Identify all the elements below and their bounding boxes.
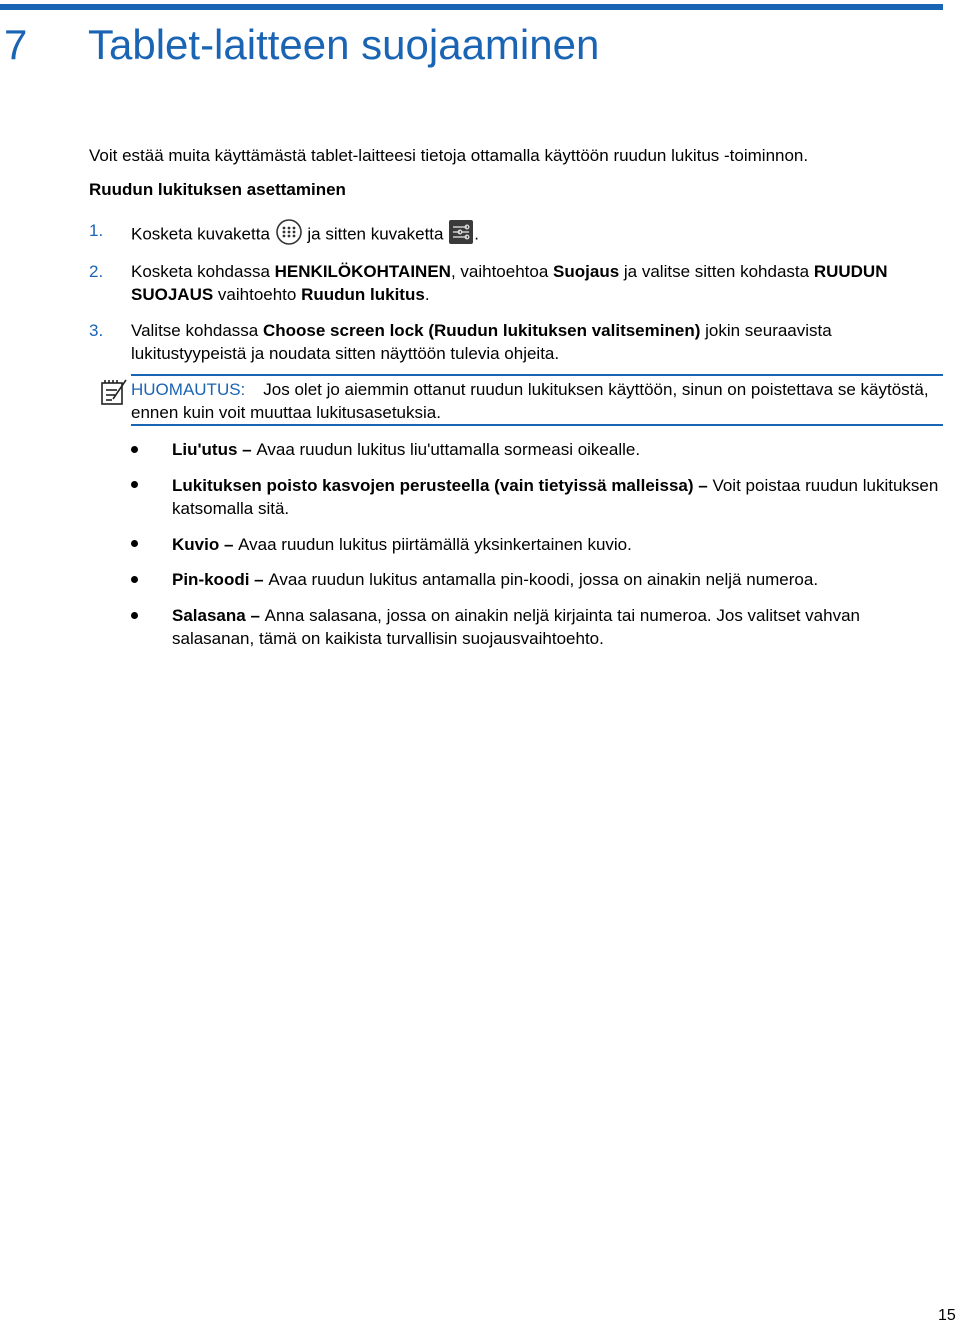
- intro-paragraph: Voit estää muita käyttämästä tablet-laitteesi tietoja ottamalla käyttöön ruudun lukitus -toiminnon.: [89, 146, 809, 165]
- step-text-part: jokin seuraavista lukitustyypeistä ja noudata sitten näyttöön tulevia ohjeita.: [131, 321, 832, 363]
- bullet-description: Avaa ruudun lukitus antamalla pin-koodi, jossa on ainakin neljä numeroa.: [268, 570, 819, 589]
- bullet-separator: –: [237, 440, 257, 459]
- bullet-item: [172, 568, 942, 591]
- step-text-part: Kosketa kohdassa: [131, 262, 275, 281]
- top-rule: [0, 4, 943, 10]
- step-text-part: , vaihtoehtoa: [450, 262, 554, 281]
- step-text-part: Kosketa kuvaketta: [131, 224, 270, 244]
- settings-icon: [448, 219, 474, 251]
- note-text: [131, 378, 943, 424]
- chapter-number: 7: [4, 21, 28, 68]
- step-text-part: Valitse kohdassa: [131, 321, 263, 340]
- step-1-text: [131, 219, 941, 251]
- note-top-rule: [131, 374, 943, 376]
- step-text-part: ja valitse sitten kohdasta: [619, 262, 814, 281]
- bullet-item: [172, 604, 942, 650]
- step-bold-term: Ruudun lukitus: [301, 285, 425, 304]
- bullet-separator: –: [693, 476, 713, 495]
- bullet-marker: [131, 576, 138, 583]
- bullet-marker: [131, 612, 138, 619]
- step-2-text: [131, 260, 941, 306]
- step-number: 3.: [89, 321, 104, 340]
- bullet-term: Liu'utus: [172, 440, 238, 459]
- step-number: 1.: [89, 221, 104, 240]
- bullet-separator: –: [249, 570, 269, 589]
- bullet-description: Avaa ruudun lukitus piirtämällä yksinkertainen kuvio.: [238, 535, 632, 554]
- bullet-marker: [131, 540, 138, 547]
- note-label: HUOMAUTUS:: [131, 380, 246, 399]
- apps-grid-icon: [275, 219, 303, 251]
- chapter-title: Tablet-laitteen suojaaminen: [88, 21, 600, 68]
- bullet-item: [172, 533, 942, 556]
- bullet-description: Voit poistaa ruudun lukituksen katsomalla sitä.: [172, 476, 939, 518]
- bullet-term: Salasana: [172, 606, 246, 625]
- step-bold-term: RUUDUN SUOJAUS: [131, 262, 888, 304]
- step-bold-term: Suojaus: [553, 262, 620, 281]
- bullet-separator: –: [219, 535, 239, 554]
- bullet-description: Avaa ruudun lukitus liu'uttamalla sormeasi oikealle.: [256, 440, 641, 459]
- bullet-term: Lukituksen poisto kasvojen perusteella (vain tietyissä malleissa): [172, 476, 694, 495]
- step-text-part: vaihtoehto: [213, 285, 302, 304]
- page-number: 15: [938, 1307, 956, 1324]
- step-text-part: .: [424, 285, 430, 304]
- note-body: Jos olet jo aiemmin ottanut ruudun lukituksen käyttöön, sinun on poistettava se käytöstä, ennen kuin voit muuttaa lukitusasetuksia.: [131, 380, 929, 422]
- bullet-item: [172, 438, 942, 461]
- bullet-marker: [131, 446, 138, 453]
- bullet-marker: [131, 481, 138, 488]
- step-bold-term: Choose screen lock (Ruudun lukituksen valitseminen): [262, 321, 701, 340]
- step-text-part: ja sitten kuvaketta: [307, 224, 444, 244]
- step-3-text: [131, 319, 941, 365]
- bullet-separator: –: [245, 606, 265, 625]
- step-number: 2.: [89, 262, 104, 281]
- bullet-item: [172, 474, 942, 520]
- bullet-term: Pin-koodi: [172, 570, 250, 589]
- step-bold-term: HENKILÖKOHTAINEN: [274, 262, 451, 281]
- note-icon: [99, 377, 129, 412]
- bullet-term: Kuvio: [172, 535, 220, 554]
- section-heading: Ruudun lukituksen asettaminen: [89, 180, 346, 199]
- note-bottom-rule: [131, 424, 943, 426]
- step-text-part: .: [474, 224, 479, 244]
- bullet-description: Anna salasana, jossa on ainakin neljä kirjainta tai numeroa. Jos valitset vahvan salasanan, tämä on kaikista turvallisin suojausvaihtoehto.: [172, 606, 860, 648]
